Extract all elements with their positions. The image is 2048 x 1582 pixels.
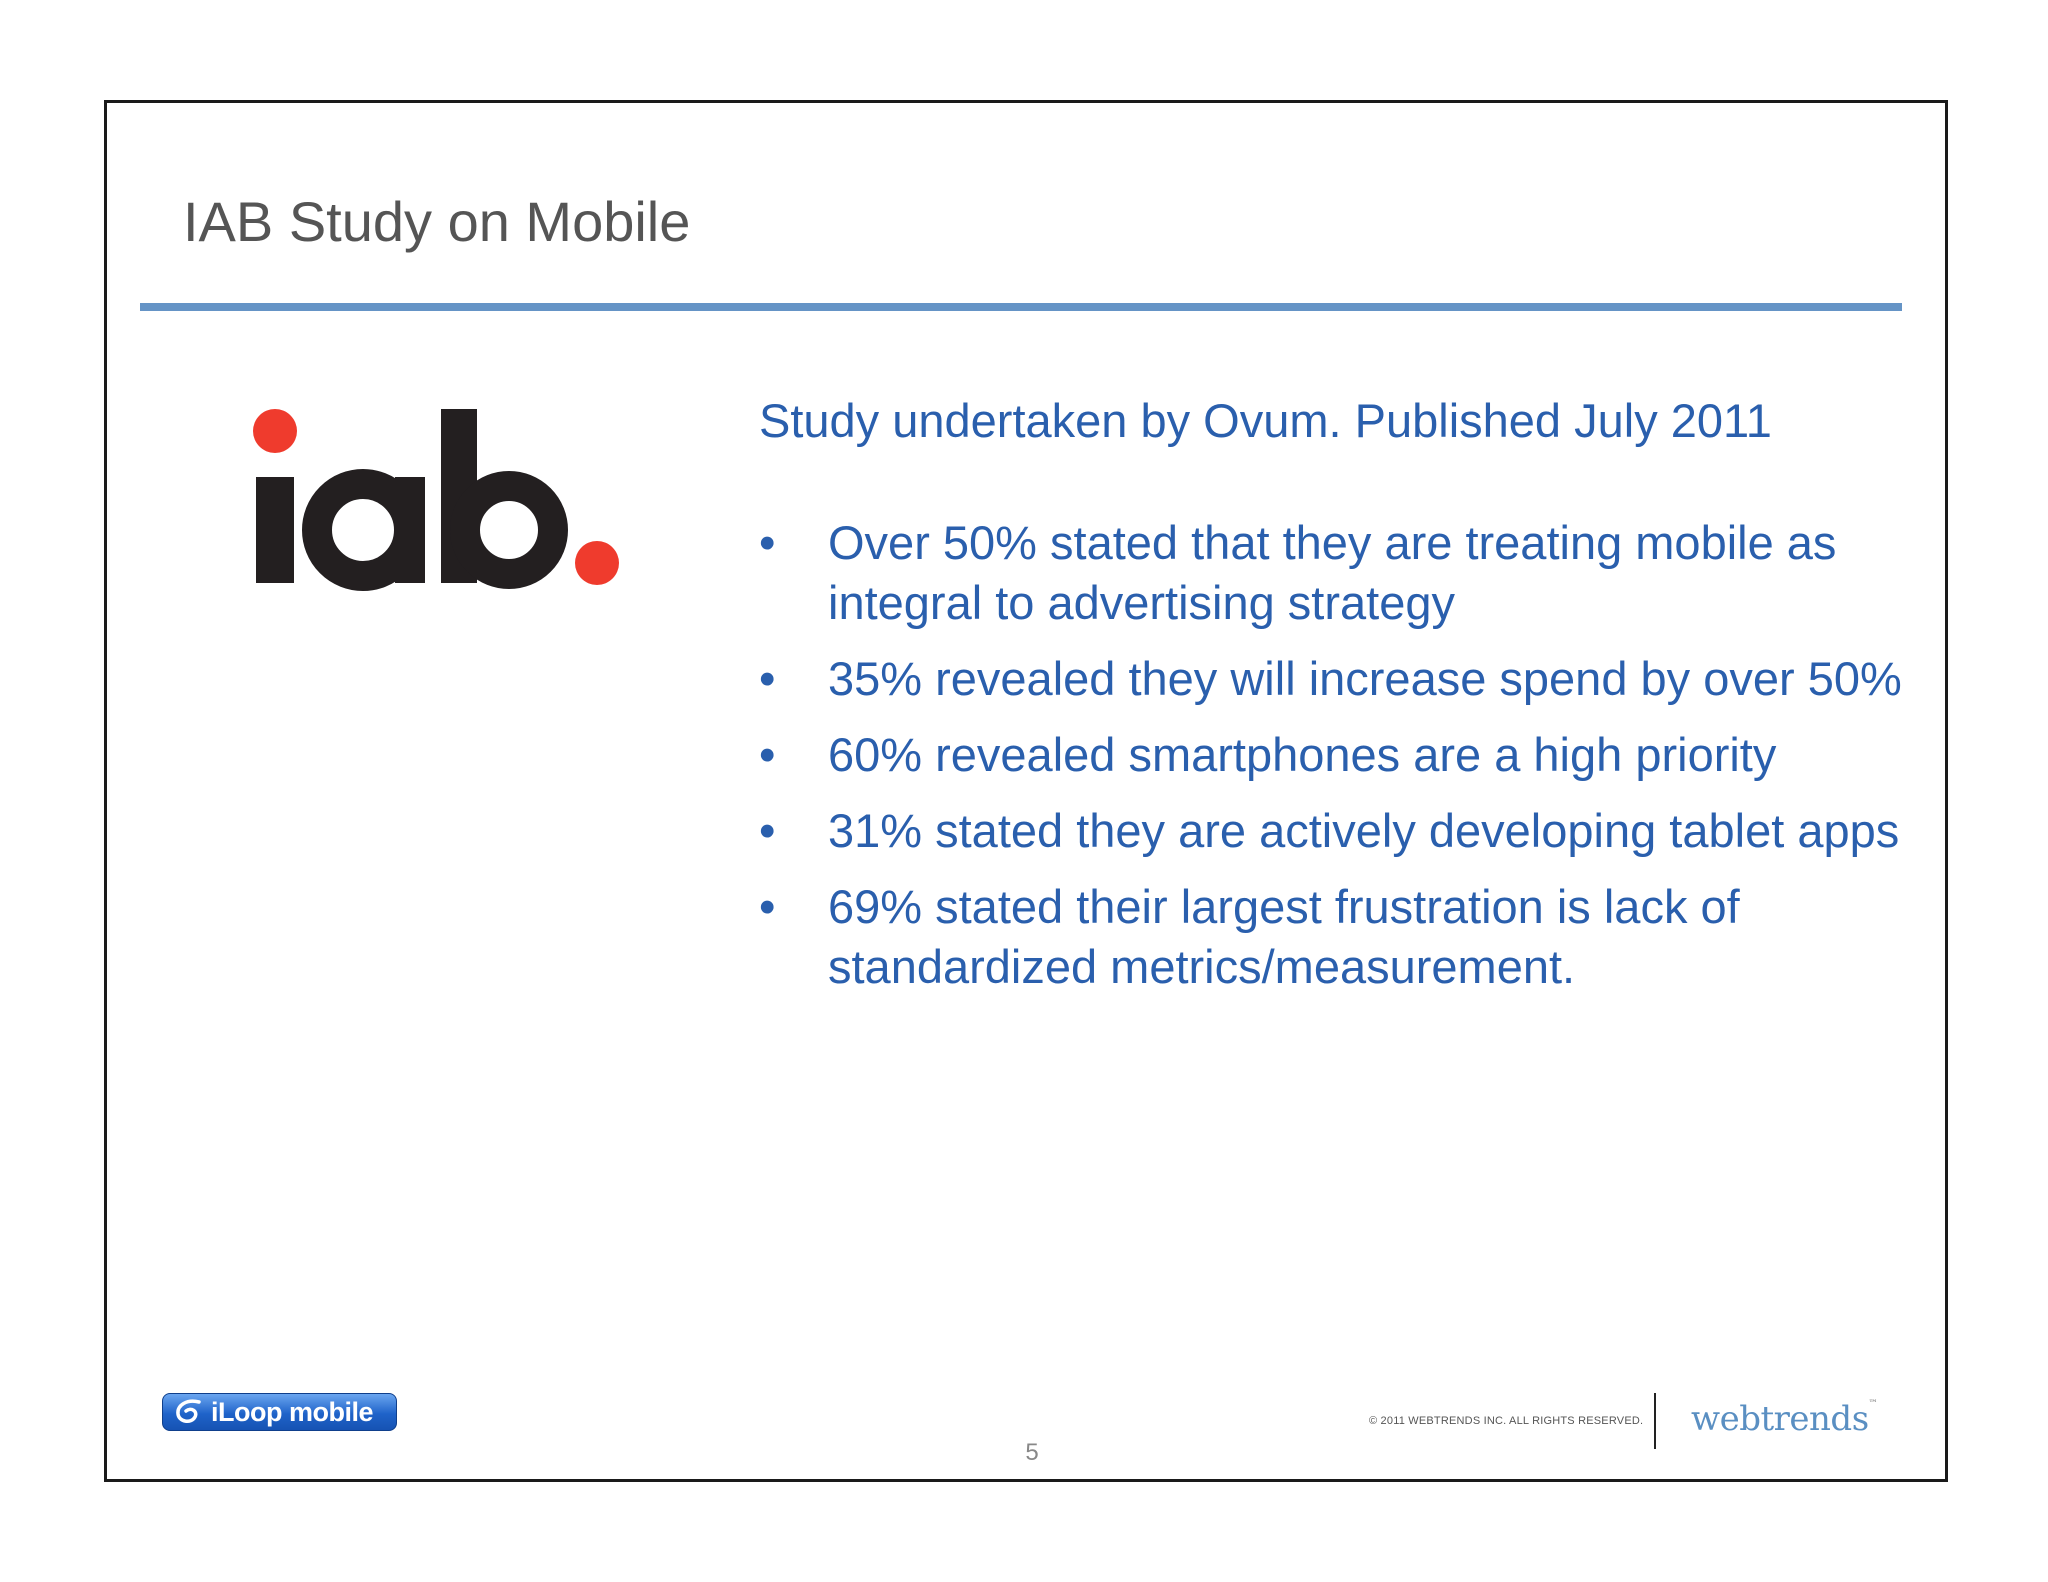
- bullet-text: 35% revealed they will increase spend by over 50%: [828, 652, 1902, 705]
- slide-title: IAB Study on Mobile: [183, 190, 691, 253]
- bullet-dot: •: [759, 880, 776, 933]
- bullet-text: 31% stated they are actively developing tablet apps: [828, 804, 1900, 857]
- bullet-item: [759, 725, 1939, 785]
- bullet-item: [759, 801, 1939, 861]
- title-rule: [140, 303, 1902, 311]
- webtrends-logo-text: webtrends: [1691, 1399, 1869, 1439]
- iab-logo: [245, 399, 625, 599]
- bullet-item: [759, 649, 1939, 709]
- slide: [104, 100, 1948, 1482]
- iloop-mobile-logo: [162, 1393, 397, 1431]
- bullet-item: [759, 877, 1939, 997]
- page-number: 5: [1025, 1439, 1039, 1466]
- bullet-list: [759, 513, 1939, 997]
- study-intro: Study undertaken by Ovum. Published July 2011: [759, 394, 1772, 447]
- bullet-dot: •: [759, 728, 776, 781]
- bullet-dot: •: [759, 652, 776, 705]
- webtrends-trademark: ™: [1868, 1399, 1878, 1409]
- footer-divider: [1654, 1393, 1656, 1449]
- iloop-swirl-icon: [171, 1395, 209, 1429]
- bullet-item: [759, 513, 1939, 633]
- copyright-notice: © 2011 WEBTRENDS INC. ALL RIGHTS RESERVED.: [1369, 1415, 1644, 1427]
- bullet-dot: •: [759, 516, 776, 569]
- webtrends-logo: [1691, 1399, 1877, 1439]
- iloop-logo-text: iLoop mobile: [211, 1396, 373, 1427]
- bullet-text: 60% revealed smartphones are a high priority: [828, 728, 1777, 781]
- bullet-text: Over 50% stated that they are treating mobile as integral to advertising strategy: [828, 516, 1837, 629]
- bullet-text: 69% stated their largest frustration is lack of standardized metrics/measurement.: [828, 880, 1740, 993]
- slide-content: [759, 391, 1939, 1013]
- bullet-dot: •: [759, 804, 776, 857]
